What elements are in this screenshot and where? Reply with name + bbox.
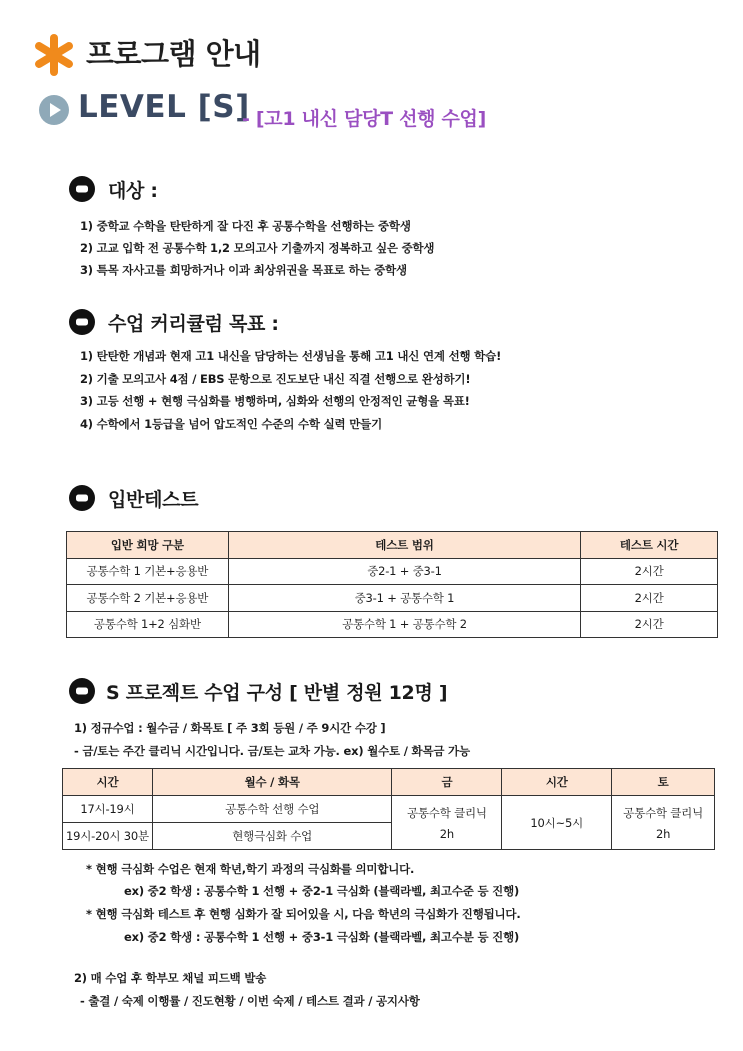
clinic-label: 공통수학 클리닉 [406,805,487,820]
curriculum-item: 3) 고등 선행 + 현행 극심화를 병행하며, 심화와 선행의 안정적인 균형을 목표! [80,394,470,408]
clinic-hours: 2h [655,826,671,841]
table-cell: 중2-1 + 중3-1 [228,558,580,585]
target-item: 2) 고교 입학 전 공통수학 1,2 모의고사 기출까지 정복하고 싶은 중학생 [80,241,435,255]
table-cell: 2시간 [581,558,718,585]
table-cell: 현행극심화 수업 [152,823,392,850]
table-header: 금 [392,769,502,796]
table-cell: 2시간 [581,585,718,612]
table-cell: 19시-20시 30분 [63,823,153,850]
table-header-row [67,532,718,559]
clinic-label: 공통수학 클리닉 [623,805,703,820]
table-header: 토 [612,769,715,796]
section-bullet-icon [68,308,96,336]
table-header: 테스트 시간 [581,532,718,559]
table-cell: 2시간 [581,611,718,638]
section-bullet-icon [68,677,96,705]
table-header: 시간 [502,769,612,796]
table-cell: 공통수학 1 기본+응용반 [67,558,229,585]
footnote: * 현행 극심화 테스트 후 현행 심화가 잘 되어있을 시, 다음 학년의 극심화가 진행됩니다. [86,907,521,921]
table-header-row [63,769,715,796]
table-row [67,611,718,638]
table-header: 입반 희망 구분 [67,532,229,559]
asterisk-icon [33,34,75,76]
target-item: 1) 중학교 수학을 탄탄하게 잘 다진 후 공통수학을 선행하는 중학생 [80,219,411,233]
curriculum-item: 2) 기출 모의고사 4점 / EBS 문항으로 진도보단 내신 직결 선행으로 완성하기! [80,372,471,386]
schedule-table [62,768,715,850]
footnote-example: ex) 중2 학생 : 공통수학 1 선행 + 중3-1 극심화 (블랙라벨, 최고수분 등 진행) [124,930,520,944]
feedback-title: 2) 매 수업 후 학부모 채널 피드백 발송 [74,971,267,985]
level-label: LEVEL [S] [78,89,250,125]
table-row [67,558,718,585]
section-bullet-icon [68,175,96,203]
level-subtitle: - [고1 내신 담당T 선행 수업] [242,108,486,130]
table-cell: 중3-1 + 공통수학 1 [228,585,580,612]
page-title: 프로그램 안내 [86,37,261,71]
target-section-title: 대상 : [108,180,158,202]
schedule-note: - 금/토는 주간 클리닉 시간입니다. 금/토는 교차 가능. ex) 월수토 / 화목금 가능 [74,744,470,758]
table-header: 시간 [63,769,153,796]
curriculum-section-title: 수업 커리큘럼 목표 : [108,313,279,335]
table-cell: 공통수학 2 기본+응용반 [67,585,229,612]
footnote: * 현행 극심화 수업은 현재 학년,학기 과정의 극심화를 의미합니다. [86,862,415,876]
feedback-items: - 출결 / 숙제 이행률 / 진도현황 / 이번 숙제 / 테스트 결과 / 공지사항 [80,994,420,1008]
table-cell: 17시-19시 [63,796,153,823]
table-header: 월수 / 화목 [152,769,392,796]
table-header: 테스트 범위 [228,532,580,559]
entrance-test-title: 입반테스트 [108,489,199,511]
section-bullet-icon [68,484,96,512]
table-row [63,796,715,823]
project-section-title: S 프로젝트 수업 구성 [ 반별 정원 12명 ] [106,682,448,704]
curriculum-item: 1) 탄탄한 개념과 현재 고1 내신을 담당하는 선생님을 통해 고1 내신 연계 선행 학습! [80,349,502,363]
table-row [67,585,718,612]
schedule-line: 1) 정규수업 : 월수금 / 화목토 [ 주 3회 등원 / 주 9시간 수강 ] [74,721,386,735]
clinic-hours: 2h [439,826,454,841]
table-cell: 공통수학 선행 수업 [152,796,392,823]
play-circle-icon [38,94,70,126]
entrance-test-table [66,531,718,638]
footnote-example: ex) 중2 학생 : 공통수학 1 선행 + 중2-1 극심화 (블랙라벨, 최고수준 등 진행) [124,884,520,898]
saturday-clinic-cell [612,796,715,850]
curriculum-item: 4) 수학에서 1등급을 넘어 압도적인 수준의 수학 실력 만들기 [80,417,382,431]
table-cell: 공통수학 1+2 심화반 [67,611,229,638]
table-cell: 공통수학 1 + 공통수학 2 [228,611,580,638]
target-item: 3) 특목 자사고를 희망하거나 이과 최상위권을 목표로 하는 중학생 [80,263,407,277]
friday-clinic-cell [392,796,502,850]
clinic-time-cell: 10시~5시 [502,796,612,850]
